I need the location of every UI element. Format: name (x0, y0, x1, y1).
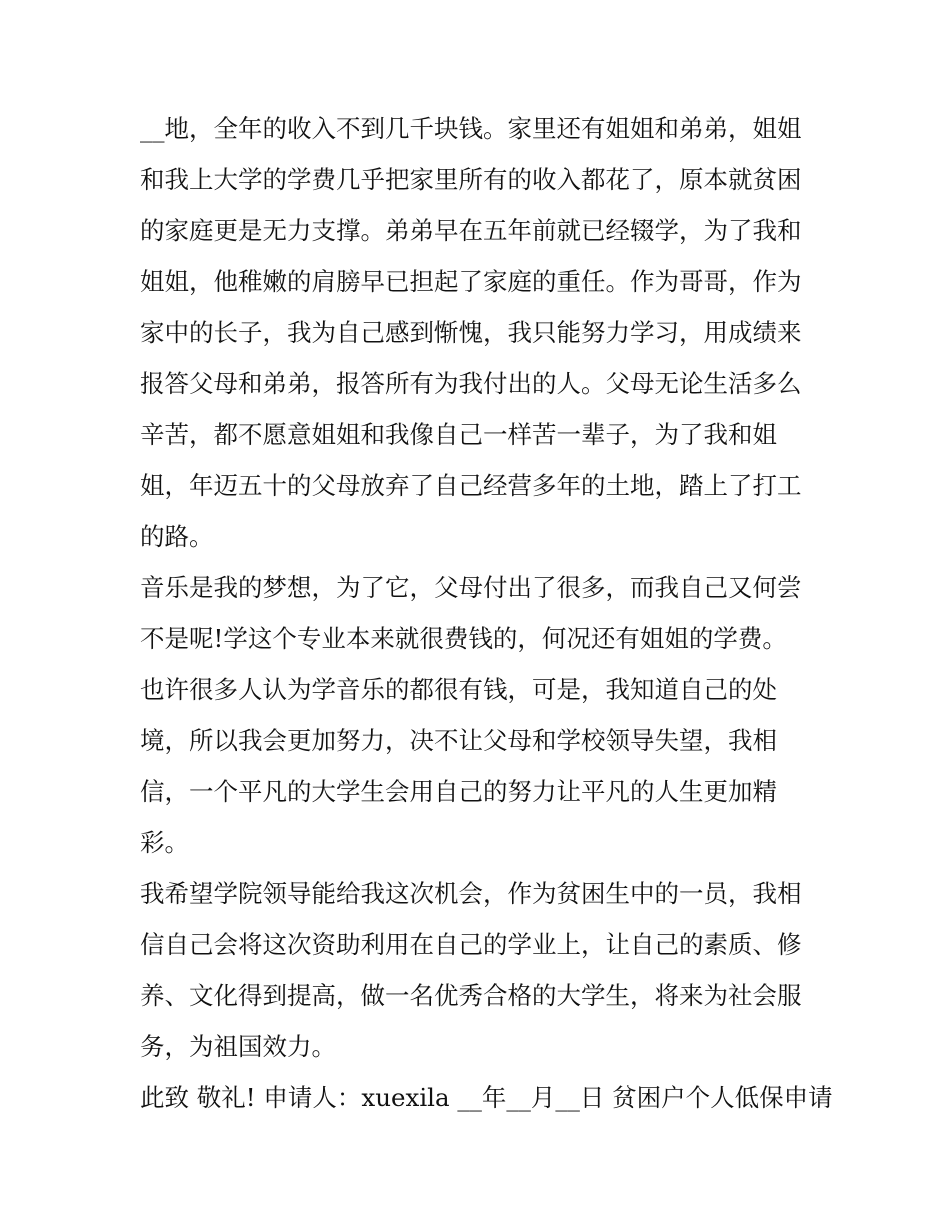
text-line: 的家庭更是无力支撑。弟弟早在五年前就已经辍学，为了我和 (140, 216, 802, 245)
text-line: 也许很多人认为学音乐的都很有钱，可是，我知道自己的处 (140, 675, 777, 704)
text-line: 音乐是我的梦想，为了它，父母付出了很多，而我自己又何尝 (140, 573, 802, 602)
text-line: 辛苦，都不愿意姐姐和我像自己一样苦一辈子，为了我和姐 (140, 420, 777, 449)
text-line: __地，全年的收入不到几千块钱。家里还有姐姐和弟弟，姐姐 (140, 114, 802, 143)
text-line: 姐，年迈五十的父母放弃了自己经营多年的土地，踏上了打工 (140, 471, 802, 500)
text-line: 我希望学院领导能给我这次机会，作为贫困生中的一员，我相 (140, 879, 802, 908)
text-line: 的路。 (140, 522, 214, 551)
document-body (140, 103, 833, 1123)
text-line: 和我上大学的学费几乎把家里所有的收入都花了，原本就贫困 (140, 165, 802, 194)
text-line: 信，一个平凡的大学生会用自己的努力让平凡的人生更加精 (140, 777, 777, 806)
text-line: 境，所以我会更加努力，决不让父母和学校领导失望，我相 (140, 726, 777, 755)
text-line: 姐姐，他稚嫩的肩膀早已担起了家庭的重任。作为哥哥，作为 (140, 267, 802, 296)
text-line: 养、文化得到提高，做一名优秀合格的大学生，将来为社会服 (140, 981, 802, 1010)
closing-line: 此致 敬礼! 申请人：xuexila __年__月__日 贫困户个人低保申请 (140, 1083, 833, 1112)
text-line: 家中的长子，我为自己感到惭愧，我只能努力学习，用成绩来 (140, 318, 802, 347)
text-line: 务，为祖国效力。 (140, 1032, 336, 1061)
text-line: 报答父母和弟弟，报答所有为我付出的人。父母无论生活多么 (140, 369, 802, 398)
text-line: 信自己会将这次资助利用在自己的学业上，让自己的素质、修 (140, 930, 802, 959)
text-line: 不是呢!学这个专业本来就很费钱的，何况还有姐姐的学费。 (140, 624, 787, 653)
text-line: 彩。 (140, 828, 189, 857)
